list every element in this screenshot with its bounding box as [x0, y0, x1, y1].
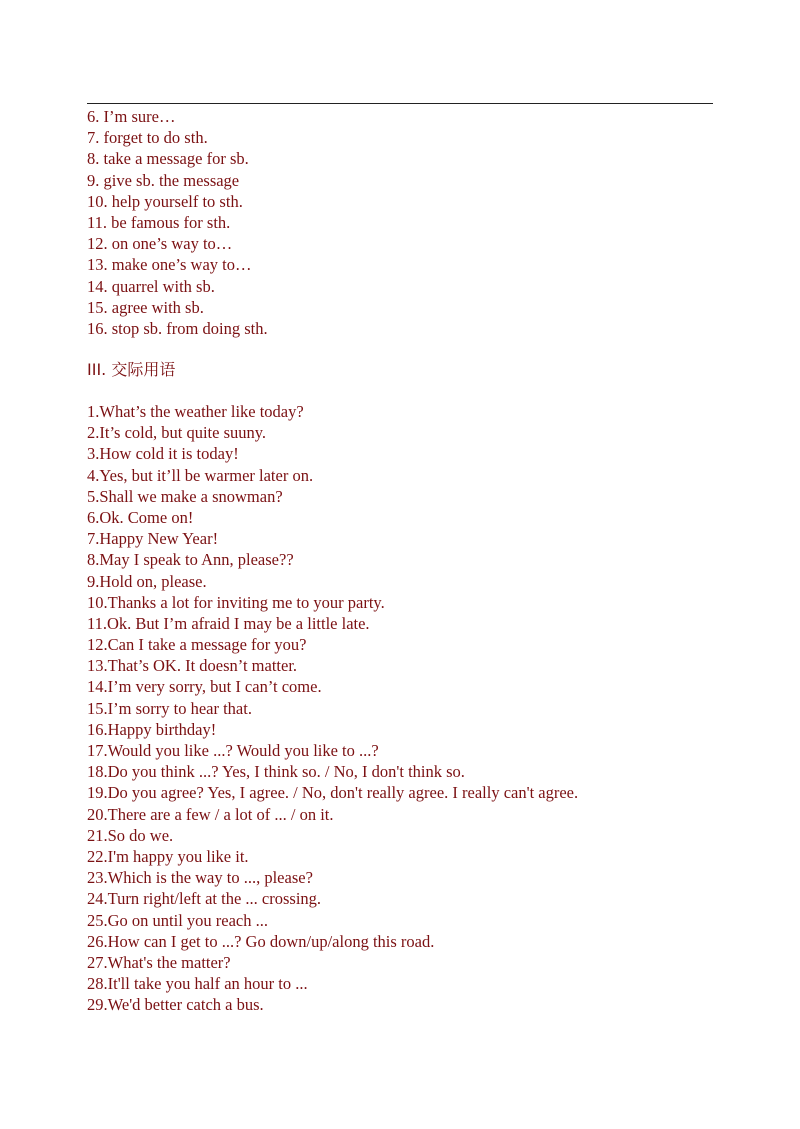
- dialogue-item: 8.May I speak to Ann, please??: [87, 550, 294, 570]
- top-divider: [87, 103, 713, 104]
- dialogue-item: 16.Happy birthday!: [87, 719, 217, 739]
- phrase-item: 11. be famous for sth.: [87, 212, 231, 232]
- phrase-item: 13. make one’s way to…: [87, 255, 252, 275]
- section-heading: III. 交际用语: [87, 360, 176, 379]
- dialogue-item: 27.What's the matter?: [87, 952, 231, 972]
- dialogue-item: 7.Happy New Year!: [87, 529, 219, 549]
- dialogue-item: 4.Yes, but it’ll be warmer later on.: [87, 465, 314, 485]
- phrase-item: 16. stop sb. from doing sth.: [87, 318, 268, 338]
- dialogue-item: 13.That’s OK. It doesn’t matter.: [87, 656, 298, 676]
- dialogue-item: 15.I’m sorry to hear that.: [87, 698, 252, 718]
- dialogue-item: 23.Which is the way to ..., please?: [87, 868, 313, 888]
- dialogue-item: 17.Would you like ...? Would you like to ...?: [87, 741, 379, 760]
- dialogue-item: 9.Hold on, please.: [87, 571, 207, 591]
- dialogue-item: 14.I’m very sorry, but I can’t come.: [87, 677, 322, 697]
- dialogue-item: 28.It'll take you half an hour to ...: [87, 974, 308, 994]
- dialogue-item: 21.So do we.: [87, 825, 174, 845]
- dialogue-item: 19.Do you agree? Yes, I agree. / No, don't really agree. I really can't agree.: [87, 783, 579, 803]
- dialogue-item: 25.Go on until you reach ...: [87, 910, 269, 930]
- dialogue-item: 20.There are a few / a lot of ... / on it.: [87, 804, 334, 824]
- phrase-item: 6. I’m sure…: [87, 107, 176, 126]
- phrase-item: 14. quarrel with sb.: [87, 276, 215, 296]
- dialogue-item: 2.It’s cold, but quite suuny.: [87, 423, 267, 443]
- dialogue-item: 3.How cold it is today!: [87, 444, 239, 464]
- phrase-item: 12. on one’s way to…: [87, 234, 233, 254]
- dialogue-item: 1.What’s the weather like today?: [87, 402, 304, 421]
- phrase-item: 7. forget to do sth.: [87, 128, 208, 148]
- phrase-item: 9. give sb. the message: [87, 170, 240, 190]
- dialogue-item: 29.We'd better catch a bus.: [87, 995, 264, 1015]
- dialogue-item: 18.Do you think ...? Yes, I think so. / No, I don't think so.: [87, 762, 465, 782]
- dialogue-item: 24.Turn right/left at the ... crossing.: [87, 889, 322, 909]
- dialogue-item: 5.Shall we make a snowman?: [87, 486, 283, 506]
- dialogue-list: [87, 401, 578, 1015]
- dialogue-item: 11.Ok. But I’m afraid I may be a little late.: [87, 613, 370, 633]
- phrase-item: 10. help yourself to sth.: [87, 191, 243, 211]
- dialogue-item: 26.How can I get to ...? Go down/up/along this road.: [87, 931, 435, 951]
- dialogue-item: 10.Thanks a lot for inviting me to your party.: [87, 592, 385, 612]
- dialogue-item: 12.Can I take a message for you?: [87, 635, 307, 655]
- dialogue-item: 22.I'm happy you like it.: [87, 846, 249, 866]
- phrase-item: 15. agree with sb.: [87, 297, 204, 317]
- phrase-item: 8. take a message for sb.: [87, 149, 249, 169]
- phrase-list: [87, 106, 268, 339]
- dialogue-item: 6.Ok. Come on!: [87, 507, 194, 527]
